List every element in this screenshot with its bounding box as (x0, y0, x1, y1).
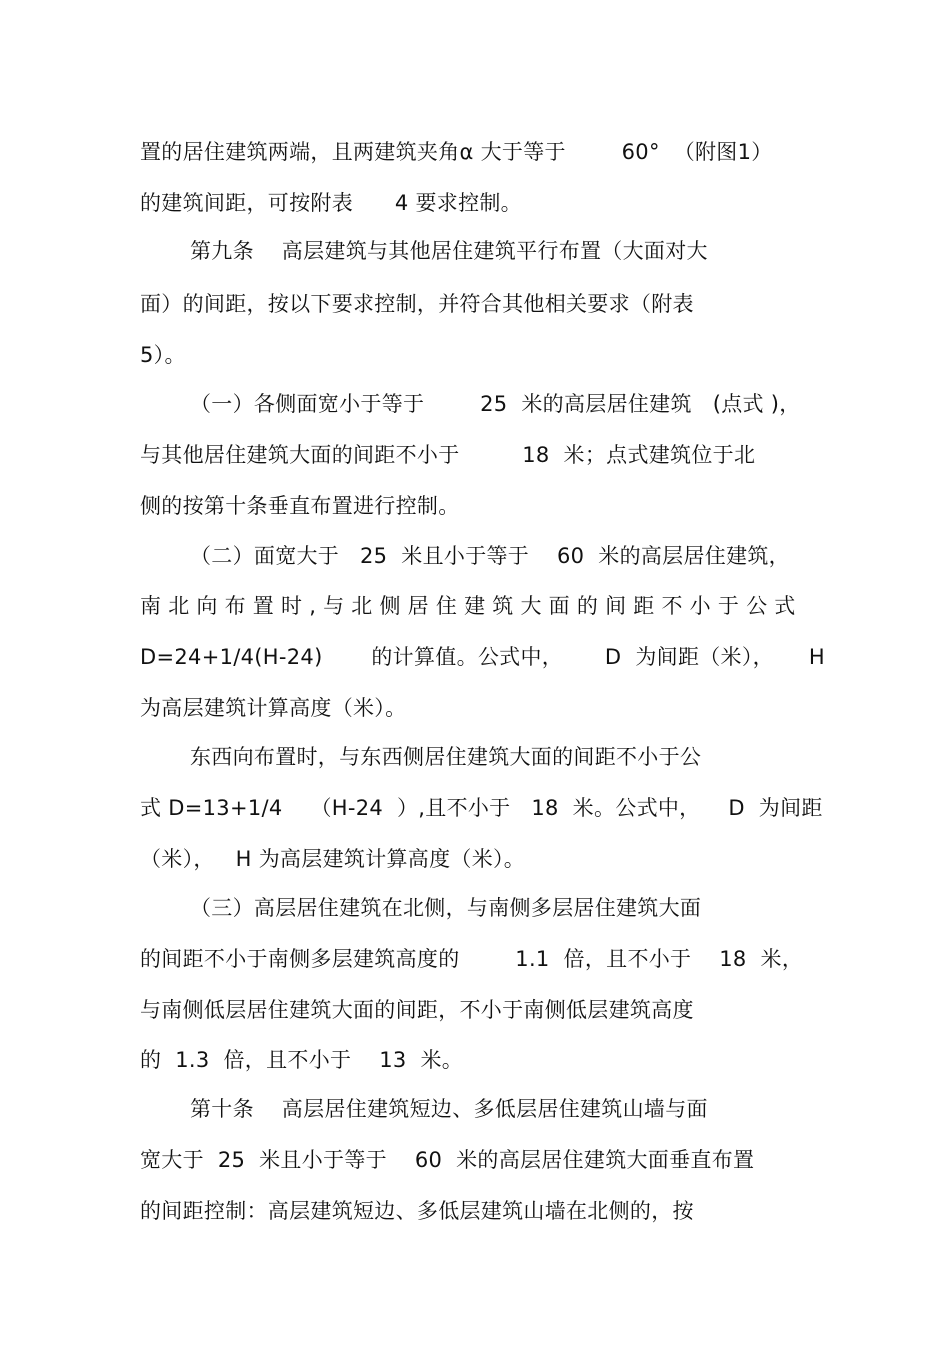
text-line: 为高层建筑计算高度（米）。 (140, 696, 407, 720)
clause-2-line: （二）面宽大于 25 米且小于等于 60 米的高层居住建筑， (190, 544, 790, 568)
text-line: 的 1.3 倍，且不小于 13 米。 (140, 1048, 464, 1072)
formula-line: D=24+1/4(H-24) 的计算值。公式中， D 为间距（米）， H (140, 645, 825, 669)
text-line: （米）， H 为高层建筑计算高度（米）。 (140, 847, 526, 871)
text-line: 5）。 (140, 343, 186, 367)
article-9-heading-line: 第九条 高层建筑与其他居住建筑平行布置（大面对大 (190, 239, 708, 263)
text-line: 宽大于 25 米且小于等于 60 米的高层居住建筑大面垂直布置 (140, 1148, 755, 1172)
text-line: 南北向布置时,与北侧居住建筑大面的间距不小于公式 (140, 594, 803, 618)
text-line: 与其他居住建筑大面的间距不小于 18 米；点式建筑位于北 (140, 443, 756, 467)
clause-1-line: （一）各侧面宽小于等于 25 米的高层居住建筑 (点式 )， (190, 392, 801, 416)
text-line: 侧的按第十条垂直布置进行控制。 (140, 494, 460, 518)
text-line: 的建筑间距，可按附表 4 要求控制。 (140, 191, 522, 215)
formula-line: 式 D=13+1/4 （H-24 ）,且不小于 18 米。公式中， D 为间距 (140, 796, 823, 820)
text-line: 置的居住建筑两端，且两建筑夹角α 大于等于 60° （附图1） (140, 140, 773, 164)
clause-3-line: （三）高层居住建筑在北侧，与南侧多层居住建筑大面 (190, 896, 702, 920)
text-line: 的间距控制：高层建筑短边、多低层建筑山墙在北侧的，按 (140, 1199, 694, 1223)
text-line: 的间距不小于南侧多层建筑高度的 1.1 倍，且不小于 18 米， (140, 947, 804, 971)
article-10-heading-line: 第十条 高层居住建筑短边、多低层居住建筑山墙与面 (190, 1097, 708, 1121)
east-west-paragraph-line: 东西向布置时，与东西侧居住建筑大面的间距不小于公 (190, 745, 702, 769)
text-line: 面）的间距，按以下要求控制，并符合其他相关要求（附表 (140, 292, 694, 316)
text-line: 与南侧低层居住建筑大面的间距，不小于南侧低层建筑高度 (140, 998, 694, 1022)
